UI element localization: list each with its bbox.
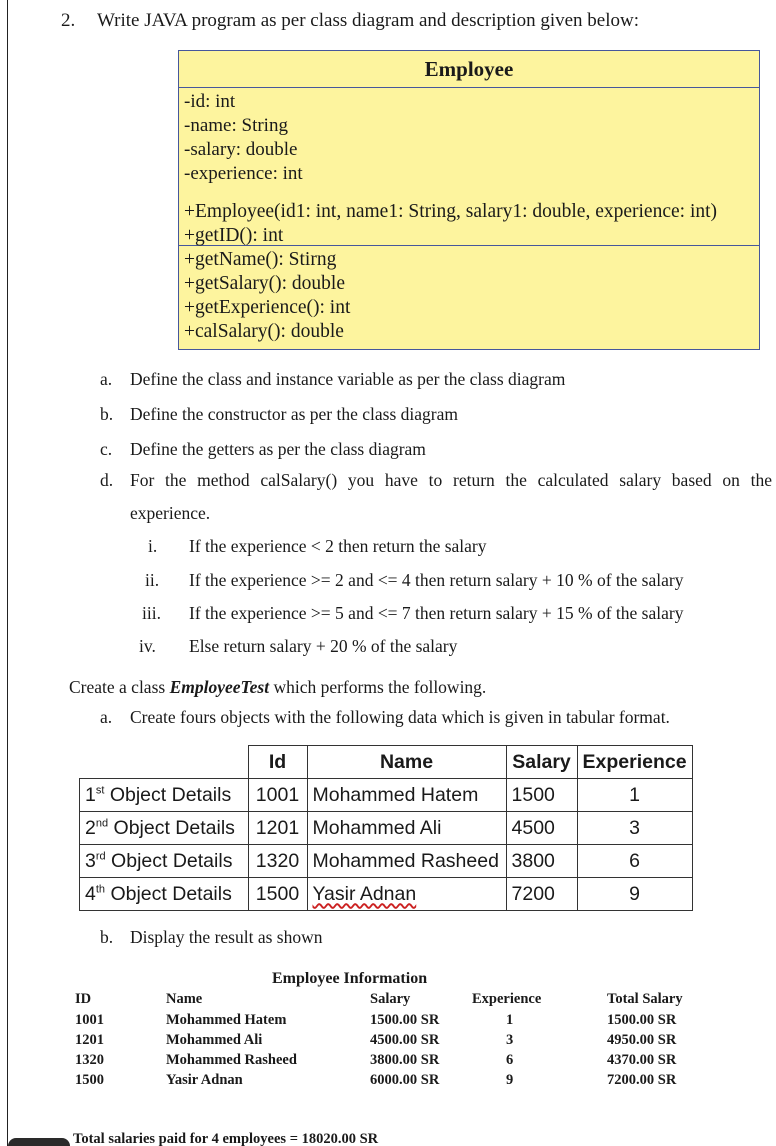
output-name: Mohammed Rasheed bbox=[166, 1052, 297, 1068]
uml-operation: +getName(): Stirng bbox=[184, 249, 337, 270]
output-header: ID bbox=[75, 991, 92, 1007]
task-marker: a. bbox=[100, 369, 113, 389]
output-salary: 6000.00 SR bbox=[370, 1072, 440, 1088]
test-item-b: Display the result as shown bbox=[130, 927, 323, 947]
cell-name: Mohammed Rasheed bbox=[307, 845, 506, 878]
test-suffix: which performs the following. bbox=[269, 677, 487, 697]
subtask-text: If the experience >= 2 and <= 4 then return salary + 10 % of the salary bbox=[189, 570, 684, 590]
objects-table bbox=[79, 745, 693, 911]
task-text: Define the class and instance variable as per the class diagram bbox=[130, 369, 566, 389]
table-header: Experience bbox=[577, 746, 692, 779]
table-header: Salary bbox=[506, 746, 577, 779]
task-marker: d. bbox=[100, 470, 114, 490]
subtask-marker: iii. bbox=[142, 603, 161, 623]
cell-salary: 7200 bbox=[506, 878, 577, 911]
task-marker: c. bbox=[100, 439, 113, 459]
cell-id: 1001 bbox=[248, 779, 307, 812]
output-experience: 1 bbox=[506, 1012, 514, 1028]
task-marker: b. bbox=[100, 404, 114, 424]
test-prefix: Create a class bbox=[69, 677, 170, 697]
table-header: Name bbox=[307, 746, 506, 779]
cell-experience: 9 bbox=[577, 878, 692, 911]
uml-attribute: -salary: double bbox=[184, 139, 298, 160]
cell-salary: 1500 bbox=[506, 779, 577, 812]
table-corner bbox=[80, 746, 249, 779]
output-total-salary: 4370.00 SR bbox=[607, 1052, 677, 1068]
table-header-row bbox=[80, 746, 693, 779]
output-total-salary: 7200.00 SR bbox=[607, 1072, 677, 1088]
question-number: 2. bbox=[61, 10, 76, 31]
output-total-line: Total salaries paid for 4 employees = 18020.00 SR bbox=[73, 1131, 379, 1146]
subtask-marker: ii. bbox=[145, 570, 160, 590]
page-left-border bbox=[7, 0, 8, 1146]
table-row bbox=[80, 812, 693, 845]
task-text: Define the getters as per the class diagram bbox=[130, 439, 426, 459]
table-row bbox=[80, 878, 693, 911]
output-id: 1500 bbox=[75, 1072, 104, 1088]
output-name: Mohammed Hatem bbox=[166, 1012, 287, 1028]
cell-experience: 6 bbox=[577, 845, 692, 878]
output-header: Experience bbox=[472, 991, 542, 1007]
output-id: 1201 bbox=[75, 1032, 104, 1048]
uml-class-diagram bbox=[178, 50, 760, 350]
row-label: 1st Object Details bbox=[80, 779, 249, 812]
output-total-salary: 1500.00 SR bbox=[607, 1012, 677, 1028]
uml-class-name: Employee bbox=[179, 51, 759, 88]
test-class-name: EmployeeTest bbox=[169, 677, 270, 697]
cell-id: 1201 bbox=[248, 812, 307, 845]
cell-name: Mohammed Hatem bbox=[307, 779, 506, 812]
output-total-line-clip bbox=[0, 1129, 776, 1146]
subtask-marker: iv. bbox=[139, 636, 156, 656]
test-item-marker: b. bbox=[100, 927, 114, 947]
output-name: Yasir Adnan bbox=[166, 1072, 243, 1088]
output-header: Total Salary bbox=[607, 991, 683, 1007]
task-text: For the method calSalary() you have to return the calculated salary based on the bbox=[130, 470, 772, 490]
output-salary: 1500.00 SR bbox=[370, 1012, 440, 1028]
row-label: 3rd Object Details bbox=[80, 845, 249, 878]
table-row bbox=[80, 779, 693, 812]
cell-name: Yasir Adnan bbox=[307, 878, 506, 911]
cell-experience: 1 bbox=[577, 779, 692, 812]
uml-operation: +getSalary(): double bbox=[184, 273, 345, 294]
row-label: 4th Object Details bbox=[80, 878, 249, 911]
output-name: Mohammed Ali bbox=[166, 1032, 263, 1048]
output-title: Employee Information bbox=[272, 970, 428, 987]
subtask-text: If the experience < 2 then return the salary bbox=[189, 536, 487, 556]
cell-salary: 4500 bbox=[506, 812, 577, 845]
output-salary: 4500.00 SR bbox=[370, 1032, 440, 1048]
uml-operation: +getExperience(): int bbox=[184, 297, 351, 318]
output-experience: 9 bbox=[506, 1072, 514, 1088]
uml-attribute: -experience: int bbox=[184, 163, 303, 184]
subtask-text: If the experience >= 5 and <= 7 then return salary + 15 % of the salary bbox=[189, 603, 684, 623]
test-item-marker: a. bbox=[100, 707, 113, 727]
test-intro bbox=[69, 677, 486, 698]
output-experience: 3 bbox=[506, 1032, 514, 1048]
cell-id: 1500 bbox=[248, 878, 307, 911]
output-experience: 6 bbox=[506, 1052, 514, 1068]
subtask-text: Else return salary + 20 % of the salary bbox=[189, 636, 458, 656]
output-header: Name bbox=[166, 991, 203, 1007]
uml-operation: +getID(): int bbox=[184, 225, 284, 246]
output-id: 1001 bbox=[75, 1012, 104, 1028]
subtask-marker: i. bbox=[148, 536, 158, 556]
cell-name: Mohammed Ali bbox=[307, 812, 506, 845]
row-label: 2nd Object Details bbox=[80, 812, 249, 845]
uml-operation: +calSalary(): double bbox=[184, 321, 344, 342]
uml-operation: +Employee(id1: int, name1: String, salary1: double, experience: int) bbox=[184, 201, 718, 222]
output-salary: 3800.00 SR bbox=[370, 1052, 440, 1068]
output-header: Salary bbox=[370, 991, 411, 1007]
output-id: 1320 bbox=[75, 1052, 104, 1068]
output-total-salary: 4950.00 SR bbox=[607, 1032, 677, 1048]
uml-attribute: -name: String bbox=[184, 115, 288, 136]
cell-id: 1320 bbox=[248, 845, 307, 878]
table-row bbox=[80, 845, 693, 878]
cell-salary: 3800 bbox=[506, 845, 577, 878]
table-header: Id bbox=[248, 746, 307, 779]
task-text-continuation: experience. bbox=[130, 503, 211, 523]
task-text: Define the constructor as per the class diagram bbox=[130, 404, 458, 424]
cell-experience: 3 bbox=[577, 812, 692, 845]
page-curl-shadow bbox=[8, 1138, 70, 1146]
test-item-a: Create fours objects with the following data which is given in tabular format. bbox=[130, 707, 670, 727]
question-text: Write JAVA program as per class diagram and description given below: bbox=[97, 10, 640, 31]
uml-attribute: -id: int bbox=[184, 91, 236, 112]
